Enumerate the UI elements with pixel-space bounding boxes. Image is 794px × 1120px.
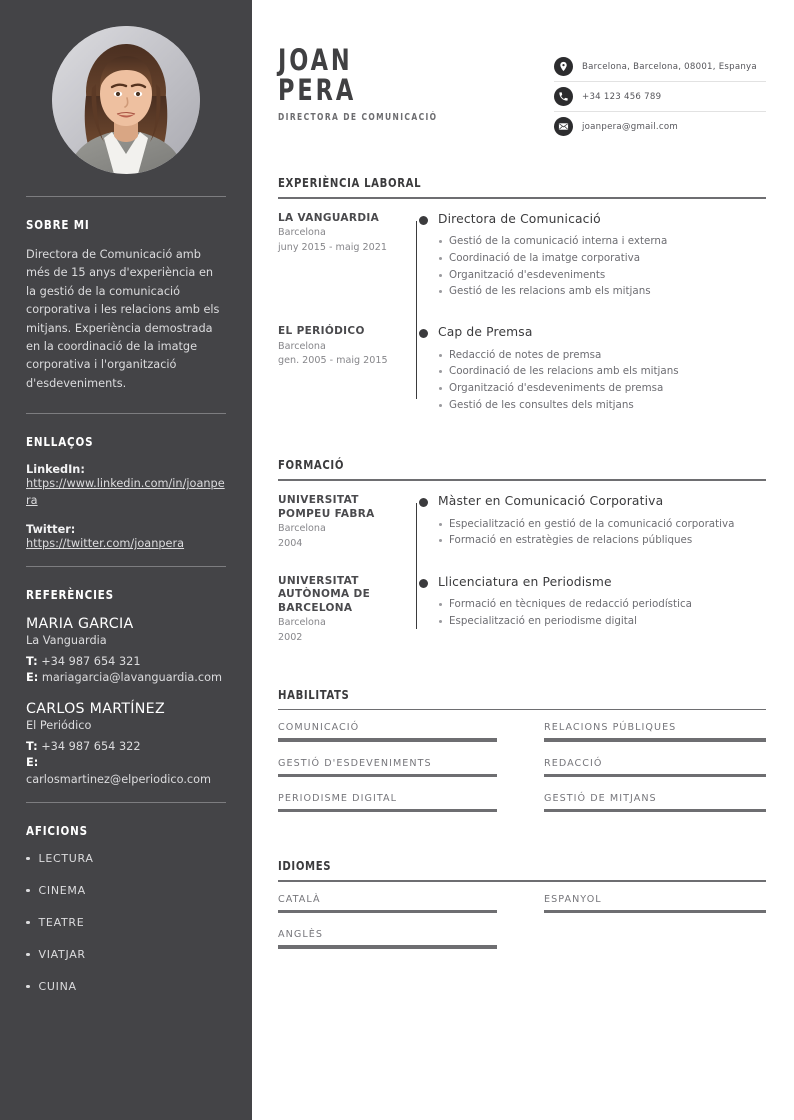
- address-text: Barcelona, Barcelona, 08001, Espanya: [582, 61, 757, 72]
- skill-bar: [278, 809, 497, 812]
- last-name: PERA: [278, 72, 357, 107]
- timeline-dot-icon: [419, 579, 428, 588]
- language-item: [278, 894, 522, 913]
- email-label: E:: [26, 756, 39, 770]
- section-experience: [278, 175, 766, 413]
- languages-grid: [278, 894, 766, 965]
- skill-item: [522, 722, 766, 741]
- link-label: LinkedIn:: [26, 463, 85, 477]
- bullet-item: Formació en estratègies de relacions públiques: [438, 532, 766, 549]
- hobby-item: [26, 916, 226, 929]
- reference-phone: [26, 654, 226, 670]
- language-bar: [278, 910, 497, 913]
- skill-label: GESTIÓ D'ESDEVENIMENTS: [278, 757, 432, 769]
- education-dates: 2004: [278, 537, 303, 549]
- hobbies-title: AFICIONS: [26, 822, 88, 838]
- language-label: CATALÀ: [278, 894, 321, 906]
- hobby-label: CUINA: [38, 979, 77, 993]
- education-detail: [438, 494, 766, 551]
- skill-item: [278, 722, 522, 741]
- reference-org: La Vanguardia: [26, 634, 107, 648]
- education-org: UNIVERSITAT POMPEU FABRA: [278, 494, 375, 520]
- reference-item: [26, 701, 226, 788]
- references-title: REFERÈNCIES: [26, 587, 114, 603]
- education-bullets: [438, 516, 766, 549]
- reference-org: El Periódico: [26, 718, 92, 732]
- reference-name: MARIA GARCIA: [26, 616, 134, 633]
- location-pin-icon: [554, 57, 573, 76]
- skill-item: [278, 793, 522, 812]
- hobby-item: [26, 884, 226, 897]
- phone-value: +34 987 654 322: [41, 739, 141, 753]
- education-org: UNIVERSITAT AUTÒNOMA DE BARCELONA: [278, 574, 371, 614]
- skill-bar: [278, 738, 497, 741]
- experience-city: Barcelona: [278, 340, 326, 352]
- education-meta: [278, 494, 416, 551]
- timeline-marker: [416, 325, 438, 413]
- language-bar: [278, 945, 497, 948]
- skill-bar: [544, 809, 766, 812]
- bullet-dot-icon: [26, 857, 30, 861]
- bullet-item: Especialització en gestió de la comunicació corporativa: [438, 516, 766, 533]
- experience-org: LA VANGUARDIA: [278, 211, 380, 224]
- section-rule: [278, 197, 766, 199]
- experience-item: [278, 325, 766, 413]
- phone-icon: [554, 87, 573, 106]
- bullet-item: Gestió de la comunicació interna i externa: [438, 233, 766, 250]
- bullet-item: Coordinació de les relacions amb els mitjans: [438, 363, 766, 380]
- contact-list: [554, 52, 766, 141]
- experience-detail: [438, 212, 766, 300]
- education-meta: [278, 575, 416, 645]
- phone-label: T:: [26, 655, 38, 669]
- hobby-label: CINEMA: [38, 883, 86, 897]
- hobby-item: [26, 980, 226, 993]
- language-bar: [544, 910, 766, 913]
- contact-address: [554, 52, 766, 82]
- skill-bar: [278, 774, 497, 777]
- email-label: E:: [26, 671, 39, 685]
- experience-city: Barcelona: [278, 227, 326, 239]
- bullet-item: Organització d'esdeveniments: [438, 267, 766, 284]
- experience-dates: gen. 2005 - maig 2015: [278, 355, 388, 367]
- twitter-link[interactable]: https://twitter.com/joanpera: [26, 537, 185, 551]
- bullet-item: Gestió de les consultes dels mitjans: [438, 397, 766, 414]
- education-bullets: [438, 596, 766, 629]
- envelope-icon: [554, 117, 573, 136]
- resume-header: [278, 43, 766, 141]
- education-city: Barcelona: [278, 523, 326, 535]
- bullet-item: Coordinació de la imatge corporativa: [438, 250, 766, 267]
- links-title: ENLLAÇOS: [26, 434, 94, 450]
- section-education: [278, 457, 766, 644]
- bullet-item: Organització d'esdeveniments de premsa: [438, 380, 766, 397]
- link-item: [26, 523, 226, 553]
- education-item: [278, 575, 766, 645]
- phone-text: +34 123 456 789: [582, 91, 662, 102]
- education-dates: 2002: [278, 632, 303, 644]
- timeline-dot-icon: [419, 216, 428, 225]
- skill-label: PERIODISME DIGITAL: [278, 793, 397, 805]
- reference-phone: [26, 739, 226, 755]
- bullet-item: Formació en tècniques de redacció periodística: [438, 596, 766, 613]
- hobby-label: LECTURA: [38, 851, 94, 865]
- contact-phone: [554, 82, 766, 112]
- bullet-dot-icon: [26, 985, 30, 989]
- experience-bullets: [438, 347, 766, 414]
- education-city: Barcelona: [278, 617, 326, 629]
- email-text: joanpera@gmail.com: [582, 121, 678, 132]
- section-rule: [278, 479, 766, 481]
- language-item: [278, 929, 522, 948]
- skill-label: RELACIONS PÚBLIQUES: [544, 722, 677, 734]
- sidebar-divider: [26, 566, 226, 567]
- about-text: Directora de Comunicació amb més de 15 anys d'experiència en la gestió de la comunicació corporativa i les relacions amb els mitjans. Experiència demostrada en la coordinació de la imatge corporativa i l'organització d'esdeveniments.: [26, 248, 220, 390]
- phone-value: +34 987 654 321: [41, 655, 141, 669]
- experience-title: EXPERIÈNCIA LABORAL: [278, 175, 422, 190]
- education-degree: Màster en Comunicació Corporativa: [438, 494, 664, 509]
- link-item: [26, 463, 226, 510]
- skill-label: GESTIÓ DE MITJANS: [544, 793, 657, 805]
- experience-item: [278, 212, 766, 300]
- link-label: Twitter:: [26, 523, 76, 537]
- skill-item: [522, 793, 766, 812]
- main-content: [252, 0, 794, 1120]
- hobby-label: VIATJAR: [38, 947, 86, 961]
- bullet-dot-icon: [26, 889, 30, 893]
- phone-label: T:: [26, 739, 38, 753]
- skill-item: [522, 758, 766, 777]
- sidebar-divider: [26, 802, 226, 803]
- sidebar: [0, 0, 252, 1120]
- reference-item: [26, 616, 226, 687]
- skills-grid: [278, 722, 766, 828]
- section-languages: [278, 858, 766, 964]
- language-item: [522, 894, 766, 913]
- skill-label: REDACCIÓ: [544, 757, 603, 769]
- email-value: mariagarcia@lavanguardia.com: [41, 671, 223, 685]
- job-title: DIRECTORA DE COMUNICACIÓ: [278, 111, 438, 123]
- timeline-marker: [416, 575, 438, 645]
- experience-timeline: [278, 212, 766, 414]
- education-title: FORMACIÓ: [278, 457, 345, 473]
- sidebar-divider: [26, 413, 226, 414]
- reference-name: CARLOS MARTÍNEZ: [26, 700, 165, 717]
- hobby-item: [26, 852, 226, 865]
- skill-bar: [544, 738, 766, 741]
- bullet-item: Gestió de les relacions amb els mitjans: [438, 283, 766, 300]
- reference-email: [26, 670, 226, 686]
- timeline-marker: [416, 494, 438, 551]
- language-label: ESPANYOL: [544, 894, 602, 906]
- timeline-dot-icon: [419, 498, 428, 507]
- section-rule: [278, 880, 766, 882]
- contact-email: [554, 112, 766, 141]
- experience-dates: juny 2015 - maig 2021: [278, 241, 387, 253]
- bullet-item: Redacció de notes de premsa: [438, 347, 766, 364]
- sidebar-divider: [26, 196, 226, 197]
- experience-org: EL PERIÓDICO: [278, 325, 365, 338]
- about-title: SOBRE MI: [26, 217, 90, 232]
- hobby-item: [26, 948, 226, 961]
- language-label: ANGLÈS: [278, 929, 323, 941]
- experience-detail: [438, 325, 766, 413]
- section-rule: [278, 709, 766, 711]
- bullet-dot-icon: [26, 953, 30, 957]
- experience-job-title: Directora de Comunicació: [438, 211, 601, 226]
- experience-meta: [278, 325, 416, 413]
- timeline-dot-icon: [419, 329, 428, 338]
- education-timeline: [278, 494, 766, 645]
- skill-item: [278, 758, 522, 777]
- hobby-label: TEATRE: [38, 915, 85, 929]
- bullet-dot-icon: [26, 921, 30, 925]
- education-degree: Llicenciatura en Periodisme: [438, 574, 612, 589]
- skills-title: HABILITATS: [278, 686, 350, 702]
- experience-bullets: [438, 233, 766, 300]
- experience-job-title: Cap de Premsa: [438, 325, 533, 340]
- languages-title: IDIOMES: [278, 858, 332, 874]
- identity-block: [278, 43, 455, 123]
- reference-email: [26, 755, 226, 788]
- email-value: carlosmartinez@elperiodico.com: [26, 772, 212, 786]
- bullet-item: Especialització en periodisme digital: [438, 613, 766, 630]
- education-item: [278, 494, 766, 551]
- education-detail: [438, 575, 766, 645]
- experience-meta: [278, 212, 416, 300]
- skill-label: COMUNICACIÓ: [278, 722, 360, 734]
- section-skills: [278, 687, 766, 829]
- first-name: JOAN: [278, 43, 353, 77]
- profile-photo: [52, 26, 200, 174]
- linkedin-link[interactable]: https://www.linkedin.com/in/joanpera: [26, 477, 225, 508]
- skill-bar: [544, 774, 766, 777]
- timeline-marker: [416, 212, 438, 300]
